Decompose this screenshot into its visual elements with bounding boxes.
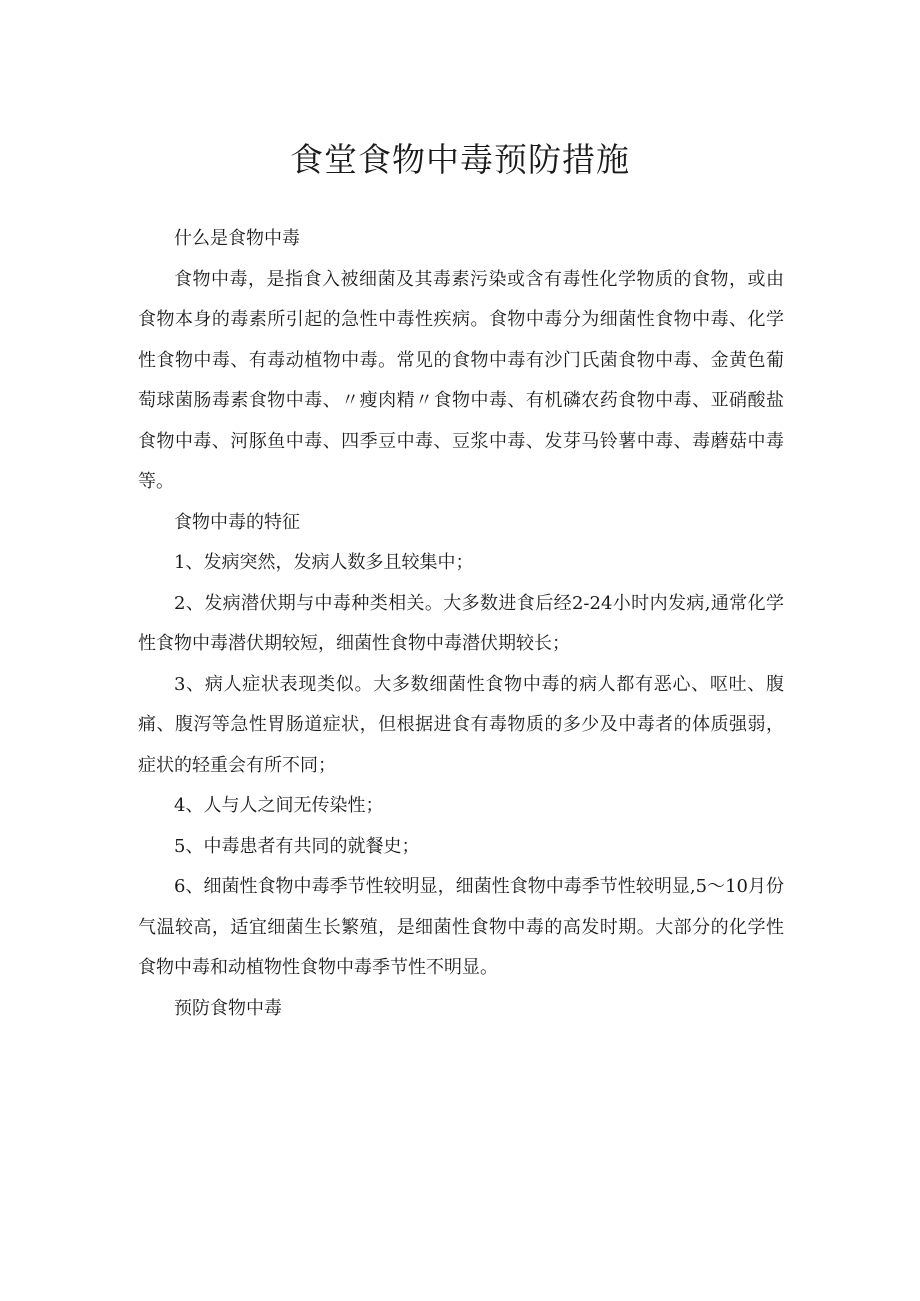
section-heading-characteristics: 食物中毒的特征: [174, 511, 300, 533]
paragraph-definition: 食物中毒，是指食入被细菌及其毒素污染或含有毒性化学物质的食物，或由食物本身的毒素所引起的急性中毒性疾病。食物中毒分为细菌性食物中毒、化学性食物中毒、有毒动植物中毒。常见的食物中毒有沙门氏菌食物中毒、金黄色葡萄球菌肠毒素食物中毒、〃瘦肉精〃食物中毒、有机磷农药食物中毒、亚硝酸盐食物中毒、河豚鱼中毒、四季豆中毒、豆浆中毒、发芽马铃薯中毒、毒蘑菇中毒等。: [138, 268, 784, 492]
list-item-2: 2、发病潜伏期与中毒种类相关。大多数进食后经2-24小时内发病,通常化学性食物中毒潜伏期较短，细菌性食物中毒潜伏期较长；: [138, 592, 784, 654]
section-heading-prevention: 预防食物中毒: [174, 997, 282, 1019]
list-item-6: 6、细菌性食物中毒季节性较明显，细菌性食物中毒季节性较明显,5～10月份气温较高，适宜细菌生长繁殖，是细菌性食物中毒的高发时期。大部分的化学性食物中毒和动植物性食物中毒季节性不明显。: [138, 876, 784, 978]
document-title: 食堂食物中毒预防措施: [290, 140, 630, 179]
list-item-3: 3、病人症状表现类似。大多数细菌性食物中毒的病人都有恶心、呕吐、腹痛、腹泻等急性胃肠道症状，但根据进食有毒物质的多少及中毒者的体质强弱，症状的轻重会有所不同；: [138, 673, 784, 776]
list-item-5: 5、中毒患者有共同的就餐史；: [174, 835, 420, 857]
section-heading-what-is-food-poisoning: 什么是食物中毒: [174, 228, 300, 249]
list-item-4: 4、人与人之间无传染性；: [174, 795, 384, 816]
list-item-1: 1、发病突然，发病人数多且较集中；: [174, 552, 474, 573]
document-body: [138, 219, 784, 1029]
